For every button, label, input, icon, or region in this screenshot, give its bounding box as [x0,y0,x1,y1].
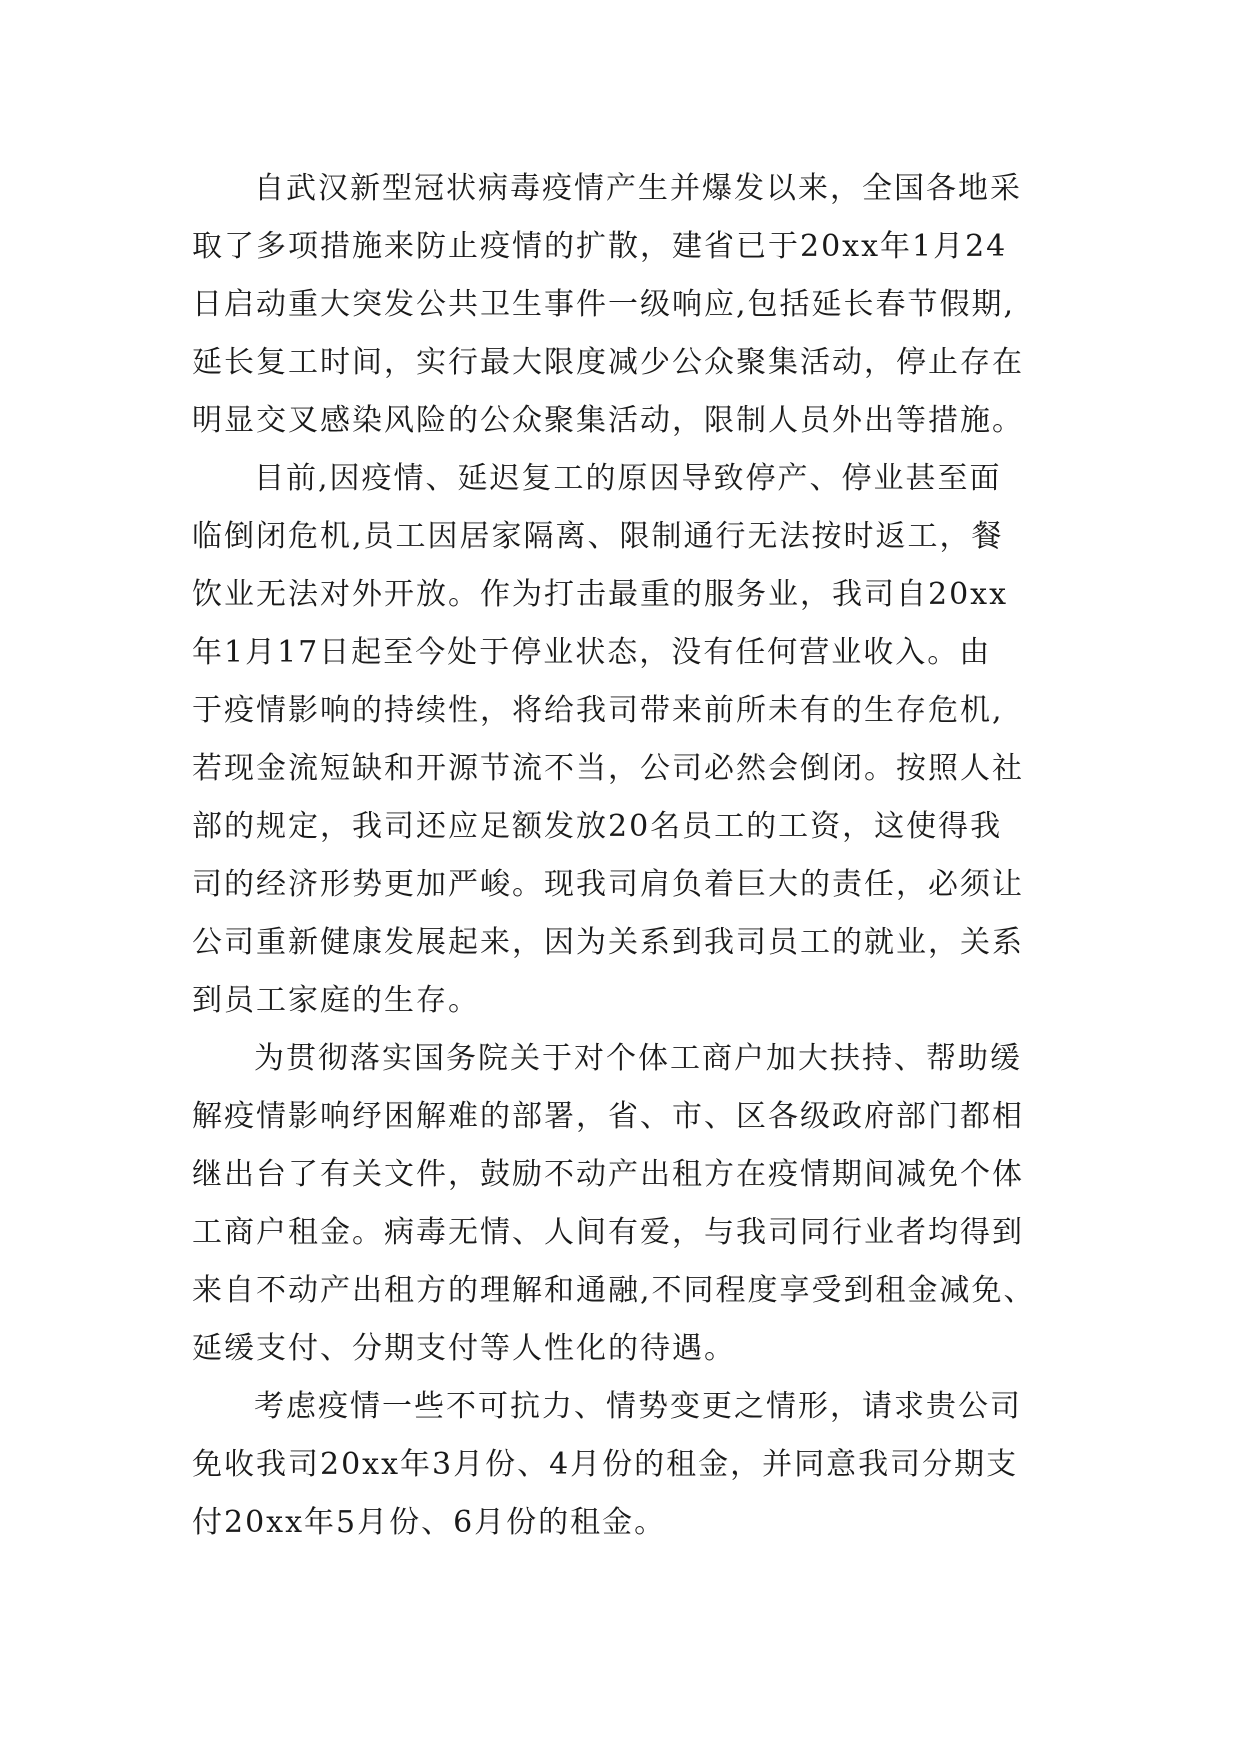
text-line: 明显交叉感染风险的公众聚集活动，限制人员外出等措施。 [192,403,1024,438]
text-line: 目前,因疫情、延迟复工的原因导致停产、停业甚至面 [254,461,1002,496]
text-line: 为贯彻落实国务院关于对个体工商户加大扶持、帮助缓 [254,1041,1022,1076]
text-line: 免收我司20xx年3月份、4月份的租金，并同意我司分期支 [192,1447,1019,1482]
text-line: 饮业无法对外开放。作为打击最重的服务业，我司自20xx [192,577,1009,612]
paragraph-4 [192,1378,1092,1552]
text-line: 延长复工时间，实行最大限度减少公众聚集活动，停止存在 [192,345,1024,380]
text-line: 考虑疫情一些不可抗力、情势变更之情形，请求贵公司 [254,1389,1022,1424]
text-line: 部的规定，我司还应足额发放20名员工的工资，这使得我 [192,809,1003,844]
text-line: 来自不动产出租方的理解和通融,不同程度享受到租金减免、 [192,1273,1036,1308]
text-line: 年1月17日起至今处于停业状态，没有任何营业收入。由 [192,635,992,670]
text-line: 取了多项措施来防止疫情的扩散，建省已于20xx年1月24 [192,229,1008,264]
text-line: 工商户租金。病毒无情、人间有爱，与我司同行业者均得到 [192,1215,1024,1250]
text-line: 于疫情影响的持续性，将给我司带来前所未有的生存危机, [192,693,1004,728]
text-line: 到员工家庭的生存。 [192,983,480,1018]
paragraph-1 [192,160,1092,450]
text-line: 司的经济形势更加严峻。现我司肩负着巨大的责任，必须让 [192,867,1024,902]
text-line: 自武汉新型冠状病毒疫情产生并爆发以来，全国各地采 [254,171,1022,206]
text-line: 若现金流短缺和开源节流不当，公司必然会倒闭。按照人社 [192,751,1024,786]
text-line: 日启动重大突发公共卫生事件一级响应,包括延长春节假期, [192,287,1016,322]
text-line: 继出台了有关文件，鼓励不动产出租方在疫情期间减免个体 [192,1157,1024,1192]
document-body [192,160,1092,1552]
text-line: 公司重新健康发展起来，因为关系到我司员工的就业，关系 [192,925,1024,960]
text-line: 延缓支付、分期支付等人性化的待遇。 [192,1331,736,1366]
text-line: 临倒闭危机,员工因居家隔离、限制通行无法按时返工，餐 [192,519,1004,554]
paragraph-3 [192,1030,1092,1378]
text-line: 解疫情影响纾困解难的部署，省、市、区各级政府部门都相 [192,1099,1024,1134]
paragraph-2 [192,450,1092,1030]
text-line: 付20xx年5月份、6月份的租金。 [192,1505,667,1540]
